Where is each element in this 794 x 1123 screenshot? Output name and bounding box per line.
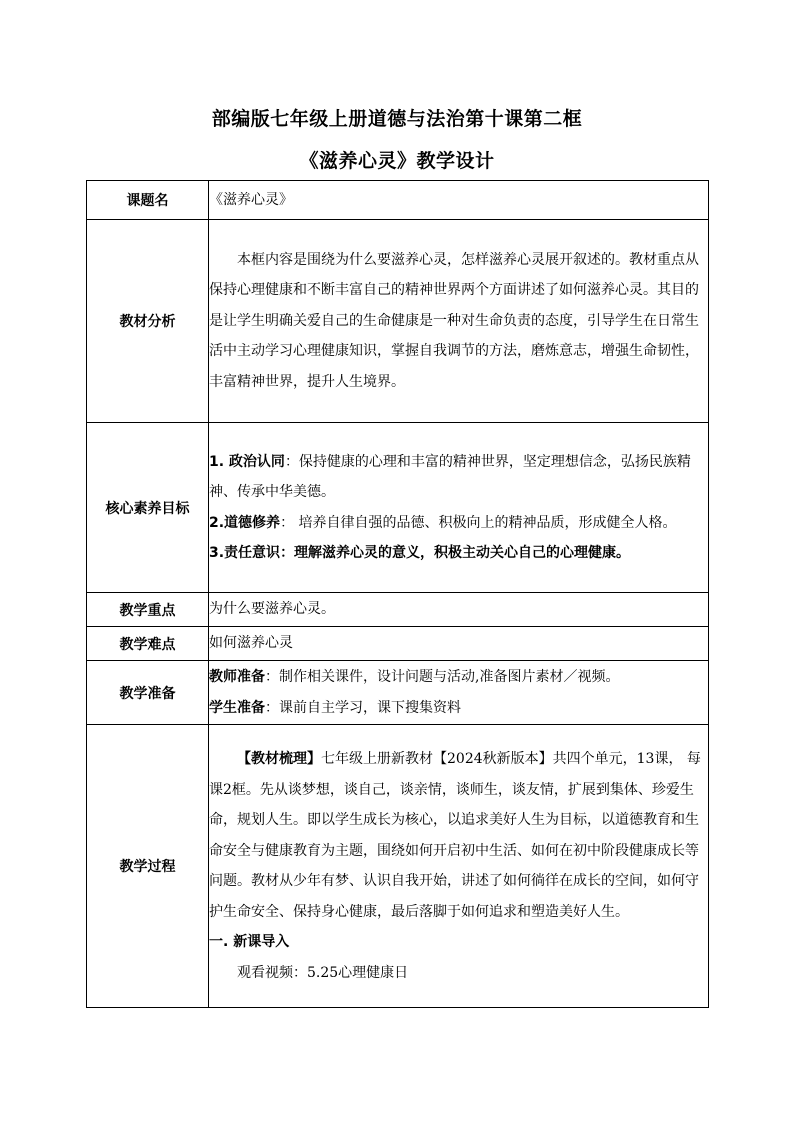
analysis-text: 本框内容是围绕为什么要滋养心灵，怎样滋养心灵展开叙述的。教材重点从保持心理健康和不断丰富自己的精神世界两个方面讲述了如何滋养心灵。其目的是让学生明确关爱自己的生命健康是一种对生命负责的态度，引导学生在日常生活中主动学习心理健康知识，掌握自我调节的方法，磨炼意志，增强生命韧性，丰富精神世界，提升人生境界。 xyxy=(209,251,699,390)
material-overview-text: 七年级上册新教材【2024秋新版本】共四个单元，13课， 每课2框。先从谈梦想，谈自己，谈亲情，谈师生，谈友情，扩展到集体、珍爱生命，规划人生。即以学生成长为核心，以追求美好人生为目标，以道德教育和生命安全与健康教育为主题，围绕如何开启初中生活、如何在初中阶段健康成长等问题。教材从少年有梦、认识自我开始，讲述了如何徜徉在成长的空间，如何守护生命安全、保持身心健康，最后落脚于如何追求和塑造美好人生。 xyxy=(209,751,701,920)
section-heading-intro: 一. 新课导入 xyxy=(209,934,290,950)
goal-item-1 xyxy=(209,447,708,508)
table-row-difficulty xyxy=(87,627,709,661)
topic-label: 课题名 xyxy=(87,181,209,220)
table-row-process xyxy=(87,725,709,1008)
student-preparation xyxy=(209,693,708,724)
video-note: 观看视频：5.25心理健康日 xyxy=(237,964,409,981)
preparation-content xyxy=(209,661,709,725)
goals-label: 核心素养目标 xyxy=(87,423,209,593)
goal-item-2-text: ： 培养自律自强的品德、积极向上的精神品质，形成健全人格。 xyxy=(280,514,677,531)
lesson-plan-table xyxy=(86,180,709,1008)
goal-item-1-text: ：保持健康的心理和丰富的精神世界，坚定理想信念，弘扬民族精神、传承中华美德。 xyxy=(209,453,691,500)
teacher-preparation-title: 教师准备 xyxy=(209,669,265,685)
material-overview xyxy=(209,744,708,927)
analysis-label: 教材分析 xyxy=(87,220,209,423)
teacher-preparation-text: ：制作相关课件，设计问题与活动,准备图片素材／视频。 xyxy=(265,669,620,685)
difficulty-label: 教学难点 xyxy=(87,627,209,661)
key-point-label: 教学重点 xyxy=(87,593,209,627)
preparation-label: 教学准备 xyxy=(87,661,209,725)
document-title: 部编版七年级上册道德与法治第十课第二框 xyxy=(211,108,583,130)
goal-item-3 xyxy=(209,538,708,569)
goal-item-3-text: ：理解滋养心灵的意义，积极主动关心自己的心理健康。 xyxy=(280,545,631,561)
table-row-analysis xyxy=(87,220,709,423)
student-preparation-text: ：课前自主学习，课下搜集资料 xyxy=(265,699,461,716)
difficulty-value: 如何滋养心灵 xyxy=(209,627,709,661)
process-label: 教学过程 xyxy=(87,725,209,1008)
goal-item-3-title: 3.责任意识 xyxy=(209,545,281,561)
goals-content xyxy=(209,423,709,593)
analysis-content xyxy=(209,220,709,423)
table-row-topic xyxy=(87,181,709,220)
teacher-preparation xyxy=(209,662,708,693)
goal-item-1-title: 1. 政治认同 xyxy=(209,453,285,470)
key-point-value: 为什么要滋养心灵。 xyxy=(209,593,709,627)
table-row-goals xyxy=(87,423,709,593)
table-row-preparation xyxy=(87,661,709,725)
topic-value: 《滋养心灵》 xyxy=(209,181,709,220)
table-row-key-point xyxy=(87,593,709,627)
process-content xyxy=(209,725,709,1008)
material-overview-title: 【教材梳理】 xyxy=(237,751,321,767)
goal-item-2 xyxy=(209,508,708,539)
goal-item-2-title: 2.道德修养 xyxy=(209,514,281,531)
document-subtitle: 《滋养心灵》教学设计 xyxy=(299,150,495,172)
student-preparation-title: 学生准备 xyxy=(209,699,265,716)
